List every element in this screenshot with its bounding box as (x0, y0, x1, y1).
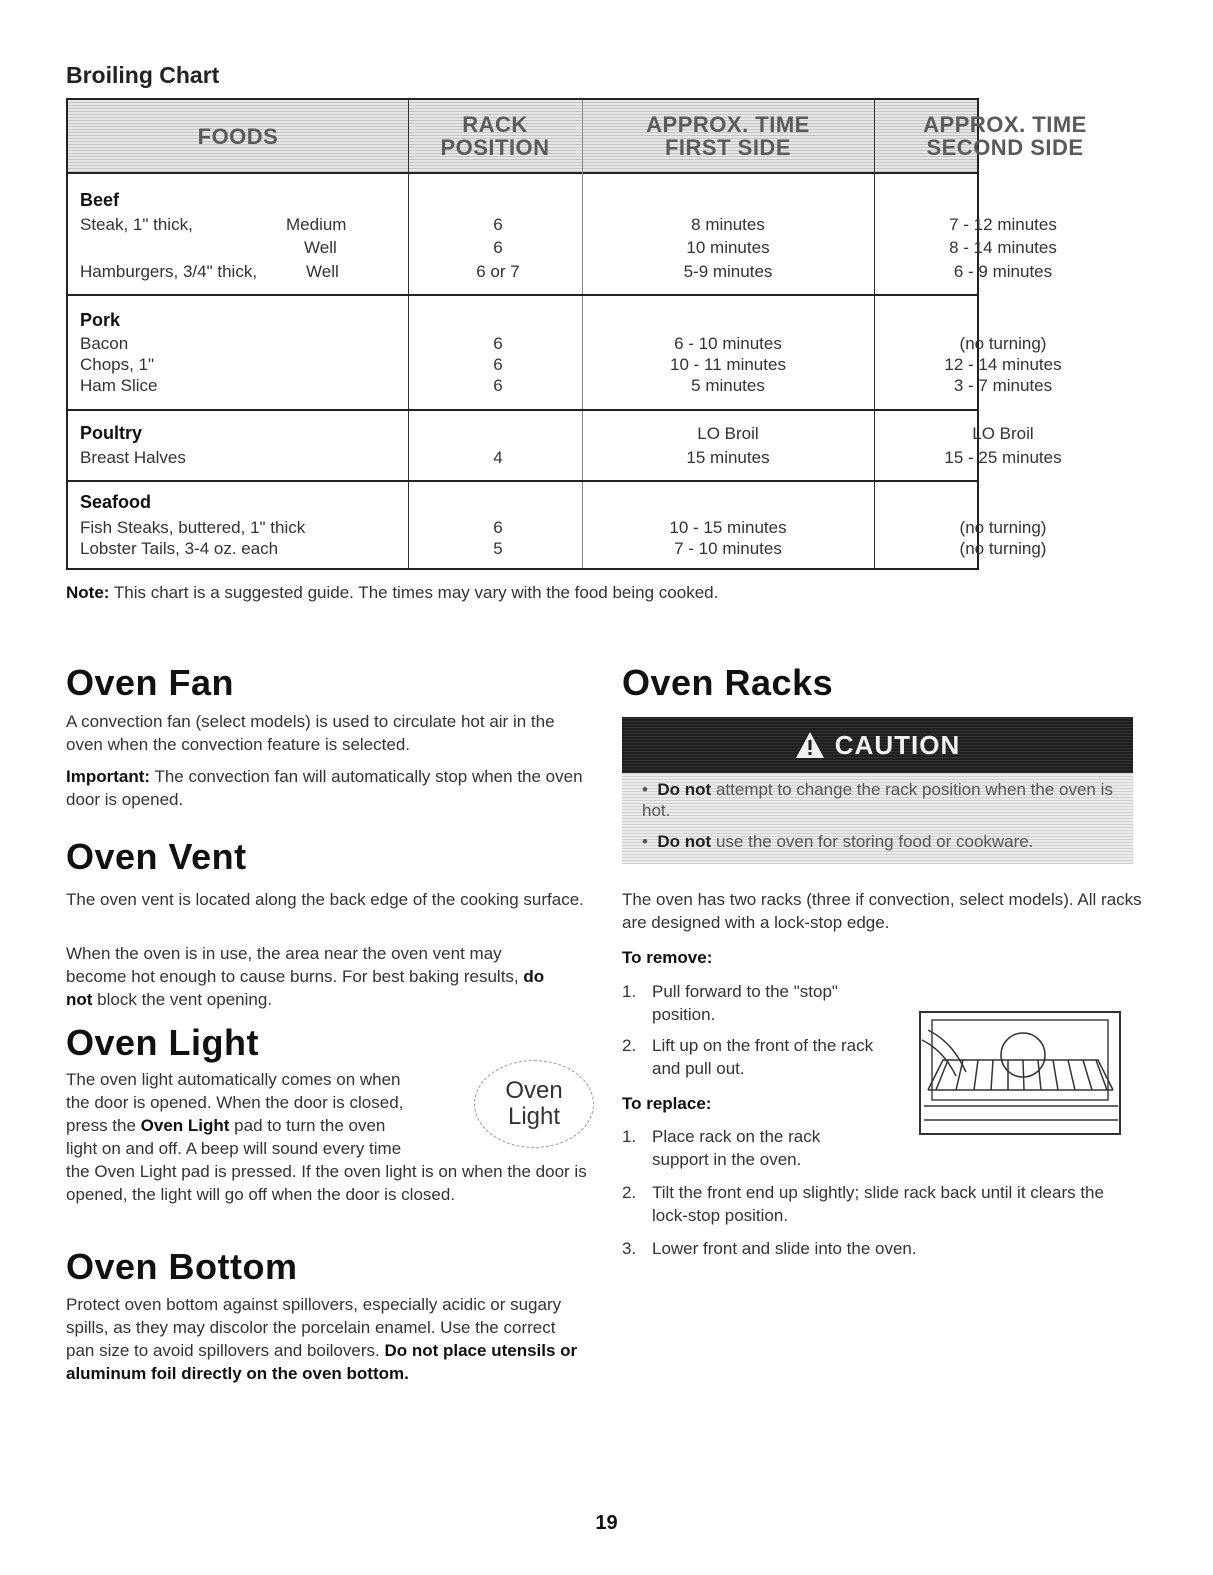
section-title-oven-bottom: Oven Bottom (66, 1246, 298, 1287)
oven-light-text: press the (66, 1116, 141, 1135)
oven-racks-intro: The oven has two racks (three if convection, select models). All racks are designed with a lock-stop edge. (622, 890, 1142, 932)
vent-text-end: block the vent opening. (92, 990, 273, 1009)
step-number: 1. (622, 1127, 637, 1146)
step-number: 2. (622, 1036, 637, 1055)
table-cell: 10 - 11 minutes (670, 355, 786, 374)
chart-note (66, 583, 718, 603)
table-cell: 8 minutes (691, 215, 765, 234)
row-divider (68, 409, 977, 411)
replace-step: Tilt the front end up slightly; slide rack back until it clears the lock-stop position. (652, 1183, 1104, 1225)
oven-fan-paragraph: A convection fan (select models) is used to circulate hot air in the oven when the convection feature is selected. (66, 712, 555, 754)
section-title-oven-light: Oven Light (66, 1022, 259, 1063)
oven-bottom-text: Protect oven bottom against spillovers, especially acidic or sugary spills, as they may discolor the porcelain enamel. Use the correct pan size to avoid spillovers and boilovers. (66, 1295, 562, 1360)
caution-item: • Do not attempt to change the rack position when the oven is hot. (642, 780, 1113, 820)
table-cell: Bacon (80, 334, 129, 353)
table-cell: Lobster Tails, 3-4 oz. each (80, 539, 279, 558)
table-cell: 6 (493, 376, 503, 395)
step-number: 3. (622, 1239, 637, 1258)
oven-vent-paragraph-2 (66, 942, 566, 1011)
table-cell: Chops, 1" (80, 355, 155, 374)
caution-bold: Do not (657, 832, 712, 851)
table-cell: Steak, 1" thick, (80, 215, 193, 234)
group-title-pork: Pork (80, 310, 121, 330)
step-number: 1. (622, 982, 637, 1001)
table-cell: 4 (493, 448, 503, 467)
vent-text: When the oven is in use, the area near the oven vent may become hot enough to cause burns. For best baking results, (66, 944, 519, 986)
page-number: 19 (595, 1512, 618, 1534)
table-cell: 5 (493, 539, 503, 558)
note-text: This chart is a suggested guide. The times may vary with the food being cooked. (109, 583, 719, 602)
broiling-table (66, 98, 1087, 570)
remove-heading: To remove: (622, 948, 713, 967)
table-cell: 5 minutes (691, 376, 765, 395)
table-cell: 6 (493, 215, 503, 234)
table-cell: 6 (493, 518, 503, 537)
badge-line: Light (507, 1103, 561, 1130)
table-cell: 10 minutes (686, 238, 770, 257)
replace-step: Place rack on the rack support in the oven. (652, 1127, 821, 1169)
oven-light-pad-icon (474, 1060, 594, 1148)
table-cell: 6 (493, 355, 503, 374)
badge-line: Oven (505, 1077, 563, 1104)
table-cell: 7 - 10 minutes (674, 539, 782, 558)
replace-heading: To replace: (622, 1094, 712, 1113)
table-cell: 6 (493, 334, 503, 353)
table-cell: Medium (286, 215, 347, 234)
oven-light-line: The oven light automatically comes on when (66, 1070, 401, 1089)
remove-step: Lift up on the front of the rack and pull out. (652, 1036, 874, 1078)
oven-light-line: light on and off. A beep will sound every time (66, 1139, 402, 1158)
table-cell: 6 (493, 238, 503, 257)
important-text: The convection fan will automatically stop when the oven door is opened. (66, 767, 583, 809)
caution-header (622, 717, 1133, 773)
caution-bold: Do not (657, 780, 712, 799)
table-cell: 15 - 25 minutes (944, 448, 1062, 467)
table-cell: Well (306, 262, 339, 281)
header-second-side: APPROX. TIME SECOND SIDE (923, 112, 1087, 160)
table-cell: LO Broil (697, 424, 759, 443)
row-divider (68, 294, 977, 296)
note-label: Note: (66, 583, 110, 602)
table-cell: 15 minutes (686, 448, 770, 467)
vent-bold: do not (66, 967, 545, 1009)
oven-light-pad-name: Oven Light (140, 1116, 230, 1135)
oven-light-line (66, 1114, 385, 1137)
header-foods: FOODS (197, 123, 279, 149)
caution-label: CAUTION (834, 729, 961, 760)
oven-vent-paragraph-1: The oven vent is located along the back edge of the cooking surface. (66, 890, 584, 909)
oven-light-line: the Oven Light pad is pressed. If the oven light is on when the door is opened, the light will go off when the door is closed. (66, 1162, 587, 1204)
oven-fan-important (66, 765, 594, 811)
oven-bottom-paragraph (66, 1293, 586, 1385)
table-cell: Well (304, 238, 337, 257)
caution-box (622, 717, 1133, 864)
remove-step: Pull forward to the "stop" position. (652, 982, 838, 1024)
table-cell: Hamburgers, 3/4" thick, (80, 262, 258, 281)
section-title-oven-vent: Oven Vent (66, 836, 247, 877)
group-title-poultry: Poultry (80, 423, 143, 443)
oven-light-line: the door is opened. When the door is closed, (66, 1093, 404, 1112)
caution-item: • Do not use the oven for storing food or cookware. (642, 832, 1034, 851)
group-title-seafood: Seafood (80, 492, 152, 512)
table-cell: Ham Slice (80, 376, 158, 395)
table-cell: Breast Halves (80, 448, 186, 467)
table-cell: 8 - 14 minutes (949, 238, 1057, 257)
replace-step: Lower front and slide into the oven. (652, 1239, 917, 1258)
table-cell: 6 - 9 minutes (953, 262, 1053, 281)
section-title-oven-fan: Oven Fan (66, 662, 235, 703)
warning-triangle-icon (795, 731, 825, 759)
table-cell: (no turning) (959, 334, 1047, 353)
header-first-side: APPROX. TIME FIRST SIDE (646, 112, 810, 160)
oven-rack-illustration (918, 1010, 1123, 1136)
step-number: 2. (622, 1183, 637, 1202)
table-cell: (no turning) (959, 539, 1047, 558)
table-header (68, 100, 1087, 174)
header-rack-position: RACK POSITION (440, 112, 550, 160)
row-divider (68, 480, 977, 482)
group-title-beef: Beef (80, 190, 120, 210)
caution-text: use the oven for storing food or cookware. (711, 832, 1034, 851)
table-cell: LO Broil (972, 424, 1034, 443)
caution-text: attempt to change the rack position when the oven is hot. (642, 780, 1113, 820)
chart-title: Broiling Chart (66, 62, 220, 88)
section-title-oven-racks: Oven Racks (622, 662, 834, 703)
table-cell: 5-9 minutes (683, 262, 773, 281)
table-cell: 7 - 12 minutes (949, 215, 1057, 234)
table-cell: 6 or 7 (476, 262, 520, 281)
table-cell: 6 - 10 minutes (674, 334, 782, 353)
table-cell: 3 - 7 minutes (953, 376, 1053, 395)
table-cell: Fish Steaks, buttered, 1" thick (80, 518, 306, 537)
table-cell: 10 - 15 minutes (669, 518, 787, 537)
important-label: Important: (66, 767, 151, 786)
table-cell: 12 - 14 minutes (944, 355, 1062, 374)
oven-bottom-warning: Do not place utensils or aluminum foil directly on the oven bottom. (66, 1341, 578, 1383)
table-cell: (no turning) (959, 518, 1047, 537)
oven-light-text: pad to turn the oven (229, 1116, 386, 1135)
